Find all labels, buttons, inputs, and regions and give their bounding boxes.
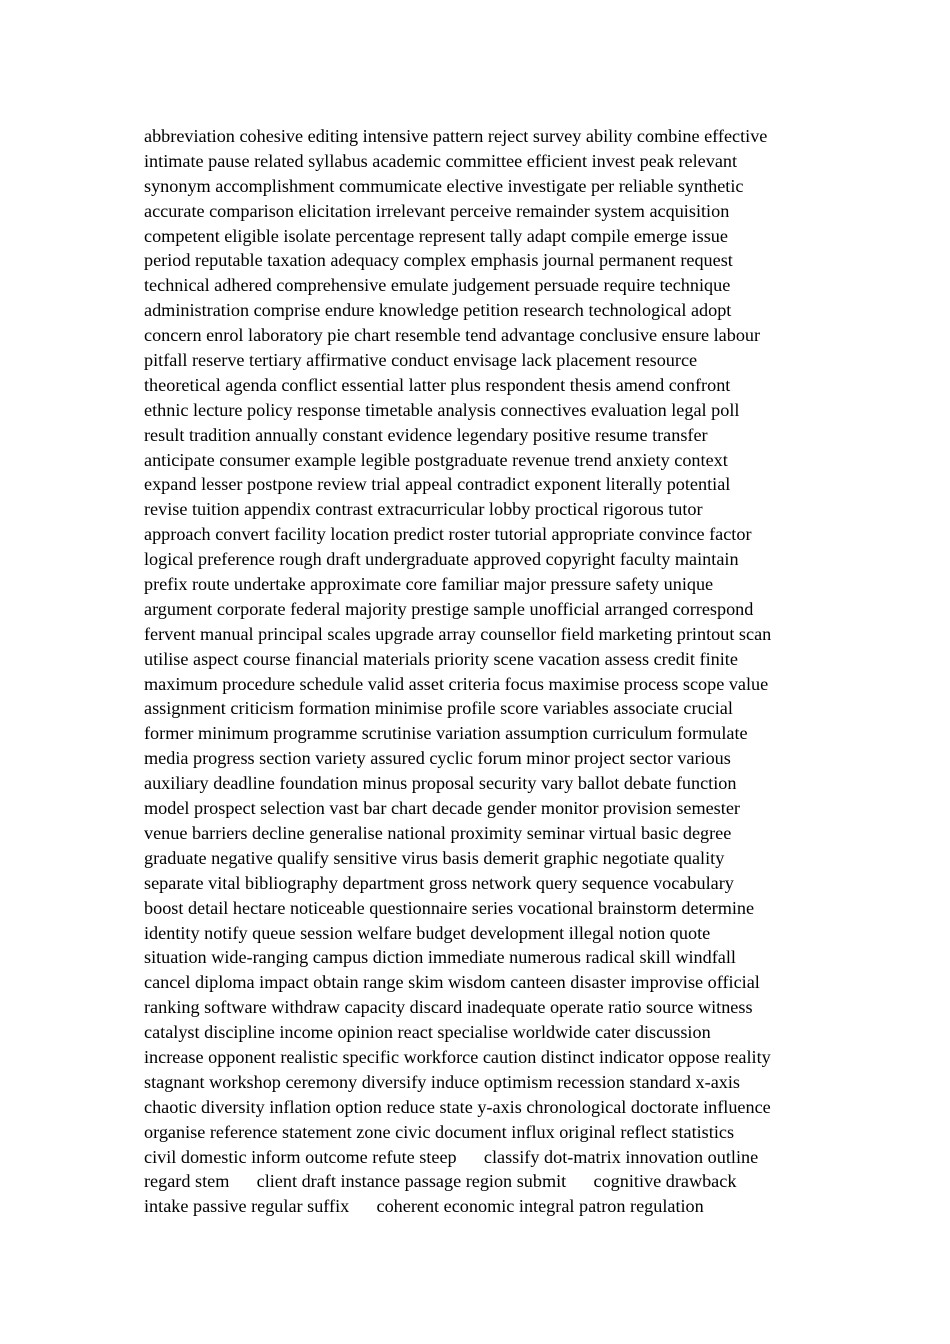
text-line-13: result tradition annually constant evidence legendary positive resume transfer: [144, 424, 708, 445]
text-line-12: ethnic lecture policy response timetable analysis connectives evaluation legal poll: [144, 399, 740, 420]
word-list-paragraph: [144, 124, 824, 1219]
text-line-26: media progress section variety assured cyclic forum minor project sector various: [144, 748, 731, 769]
text-line-9: concern enrol laboratory pie chart resemble tend advantage conclusive ensure labour: [144, 325, 761, 346]
text-line-43: regard stem client draft instance passage region submit cognitive drawback: [144, 1171, 737, 1192]
text-line-38: increase opponent realistic specific workforce caution distinct indicator oppose reality: [144, 1046, 771, 1067]
text-line-10: pitfall reserve tertiary affirmative conduct envisage lack placement resource: [144, 350, 698, 371]
text-line-1: abbreviation cohesive editing intensive pattern reject survey ability combine effective: [144, 126, 768, 146]
text-line-27: auxiliary deadline foundation minus proposal security vary ballot debate function: [144, 773, 737, 794]
text-line-37: catalyst discipline income opinion react specialise worldwide cater discussion: [144, 1022, 711, 1043]
text-line-4: accurate comparison elicitation irrelevant perceive remainder system acquisition: [144, 200, 730, 221]
text-line-20: argument corporate federal majority prestige sample unofficial arranged correspond: [144, 598, 754, 619]
text-line-30: graduate negative qualify sensitive virus basis demerit graphic negotiate quality: [144, 847, 725, 868]
text-line-8: administration comprise endure knowledge petition research technological adopt: [144, 300, 732, 321]
text-line-44: intake passive regular suffix coherent economic integral patron regulation: [144, 1196, 704, 1217]
text-line-6: period reputable taxation adequacy complex emphasis journal permanent request: [144, 250, 733, 271]
text-line-29: venue barriers decline generalise national proximity seminar virtual basic degree: [144, 822, 732, 843]
text-line-21: fervent manual principal scales upgrade array counsellor field marketing printout scan: [144, 623, 772, 644]
text-line-5: competent eligible isolate percentage represent tally adapt compile emerge issue: [144, 225, 728, 246]
text-line-31: separate vital bibliography department gross network query sequence vocabulary: [144, 872, 734, 893]
text-line-19: prefix route undertake approximate core familiar major pressure safety unique: [144, 574, 714, 595]
text-line-3: synonym accomplishment commumicate elective investigate per reliable synthetic: [144, 175, 744, 196]
text-line-7: technical adhered comprehensive emulate judgement persuade require technique: [144, 275, 731, 296]
text-line-32: boost detail hectare noticeable questionnaire series vocational brainstorm determine: [144, 897, 755, 918]
text-line-35: cancel diploma impact obtain range skim wisdom canteen disaster improvise official: [144, 972, 760, 993]
text-line-11: theoretical agenda conflict essential latter plus respondent thesis amend confront: [144, 374, 731, 395]
text-line-42: civil domestic inform outcome refute steep classify dot-matrix innovation outline: [144, 1146, 759, 1167]
text-line-28: model prospect selection vast bar chart decade gender monitor provision semester: [144, 798, 740, 819]
text-line-41: organise reference statement zone civic document influx original reflect statistics: [144, 1121, 735, 1142]
text-line-33: identity notify queue session welfare budget development illegal notion quote: [144, 922, 711, 943]
text-line-17: approach convert facility location predict roster tutorial appropriate convince factor: [144, 524, 752, 545]
text-line-24: assignment criticism formation minimise profile score variables associate crucial: [144, 698, 733, 719]
text-line-16: revise tuition appendix contrast extracurricular lobby proctical rigorous tutor: [144, 499, 703, 520]
text-line-34: situation wide-ranging campus diction immediate numerous radical skill windfall: [144, 947, 736, 968]
text-line-18: logical preference rough draft undergraduate approved copyright faculty maintain: [144, 549, 739, 570]
text-line-40: chaotic diversity inflation option reduce state y-axis chronological doctorate influence: [144, 1096, 771, 1117]
text-line-2: intimate pause related syllabus academic committee efficient invest peak relevant: [144, 150, 738, 171]
text-line-36: ranking software withdraw capacity discard inadequate operate ratio source witness: [144, 997, 753, 1018]
text-line-23: maximum procedure schedule valid asset criteria focus maximise process scope value: [144, 673, 769, 694]
text-line-22: utilise aspect course financial materials priority scene vacation assess credit finite: [144, 648, 738, 669]
text-line-39: stagnant workshop ceremony diversify induce optimism recession standard x-axis: [144, 1071, 741, 1092]
text-line-14: anticipate consumer example legible postgraduate revenue trend anxiety context: [144, 449, 728, 470]
text-line-15: expand lesser postpone review trial appeal contradict exponent literally potential: [144, 474, 731, 495]
text-line-25: former minimum programme scrutinise variation assumption curriculum formulate: [144, 723, 748, 744]
